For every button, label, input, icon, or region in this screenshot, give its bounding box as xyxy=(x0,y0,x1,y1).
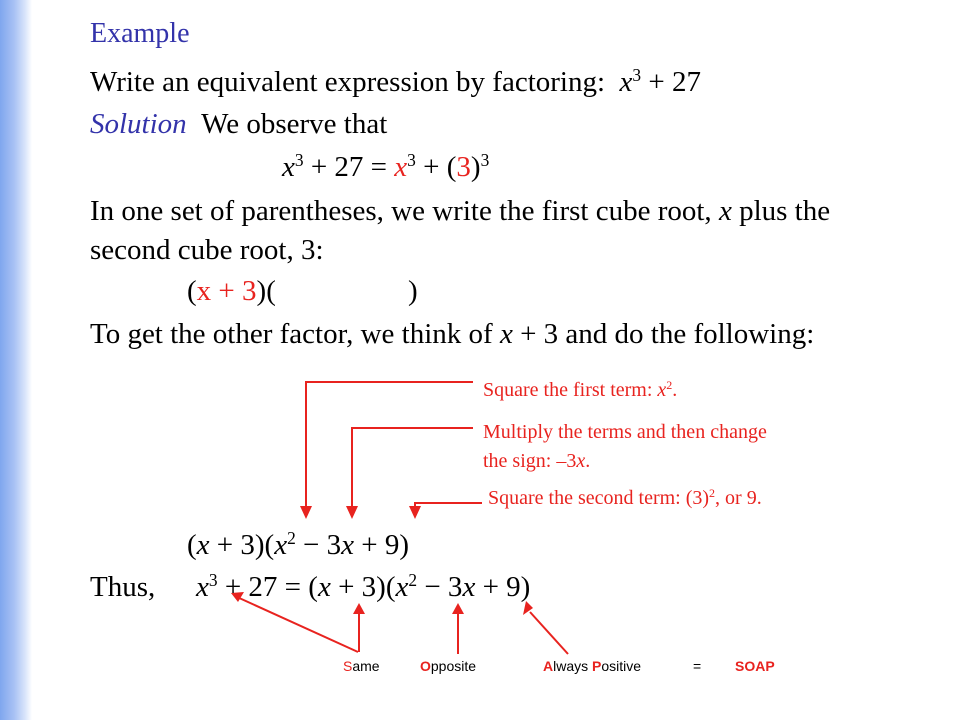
ann2-a: the sign: –3 xyxy=(483,450,577,472)
annotation-multiply-line2 xyxy=(483,451,590,471)
eq1-x-exp: 3 xyxy=(294,150,304,171)
step2-c: − 3 xyxy=(295,529,342,561)
positive-rest: ositive xyxy=(601,658,642,674)
thus-b: + 3)( xyxy=(330,571,396,603)
ann3-exp: 2 xyxy=(709,486,716,501)
arrow-multiply xyxy=(352,428,473,512)
slide-title: Example xyxy=(90,18,190,49)
step2-b: + 3)( xyxy=(209,529,275,561)
empty-factor-close: ) xyxy=(408,275,418,307)
ann2-var: x xyxy=(576,450,586,472)
step2-x3: x xyxy=(341,529,355,561)
step1-open: ( xyxy=(187,275,197,307)
ann1-var: x xyxy=(657,379,667,401)
para2-b: + 3 and do the following: xyxy=(512,318,815,350)
paragraph-cube-roots-line2: second cube root, 3: xyxy=(90,234,324,266)
eq1-close-exp: 3 xyxy=(480,150,490,171)
thus-exp2: 2 xyxy=(408,570,418,591)
eq1-close: ) xyxy=(470,151,481,183)
label-always-positive xyxy=(543,659,641,673)
ann3-tail: , or 9. xyxy=(715,487,762,509)
opposite-rest: pposite xyxy=(430,658,477,674)
step1-close: )( xyxy=(256,275,276,307)
arrow-always-positive xyxy=(530,612,568,654)
thus-x3: x xyxy=(395,571,409,603)
eq1-x-red: x xyxy=(394,151,408,183)
annotation-multiply-line1: Multiply the terms and then change xyxy=(483,421,767,443)
arrow-square-second xyxy=(415,503,482,512)
thus-label: Thus, xyxy=(90,571,156,603)
arrowhead-same-vertical xyxy=(353,603,365,614)
label-opposite xyxy=(420,659,476,673)
arrowhead-square-first xyxy=(300,506,312,519)
always-first: A xyxy=(543,658,554,674)
step1-inner: x + 3 xyxy=(196,275,257,307)
solution-text: We observe that xyxy=(201,108,388,140)
always-rest: lways xyxy=(553,658,593,674)
thus-c: − 3 xyxy=(417,571,463,603)
thus-x1: x xyxy=(196,571,209,603)
arrowhead-opposite xyxy=(452,603,464,614)
step2-exp: 2 xyxy=(287,528,296,549)
step2-x2: x xyxy=(274,529,288,561)
same-rest: ame xyxy=(352,658,380,674)
ann1-tail: . xyxy=(672,379,678,401)
ann1-text: Square the first term: xyxy=(483,379,658,401)
problem-exp: 3 xyxy=(632,65,642,86)
step2-a: ( xyxy=(187,529,197,561)
para2-var: x xyxy=(499,318,513,350)
thus-a: + 27 = ( xyxy=(217,571,318,603)
thus-d: + 9) xyxy=(475,571,531,603)
eq1-x: x xyxy=(282,151,295,183)
thus-x2: x xyxy=(317,571,331,603)
label-soap-acronym: SOAP xyxy=(735,658,775,674)
arrow-square-first xyxy=(306,382,473,512)
final-result xyxy=(196,570,531,603)
solution-label: Solution xyxy=(90,108,187,140)
para1-l1a: In one set of parentheses, we write the first cube root, xyxy=(90,195,719,227)
arrow-same xyxy=(237,597,358,652)
arrowhead-multiply xyxy=(346,506,358,519)
arrowhead-square-second xyxy=(409,506,421,519)
eq1-paren: + ( xyxy=(415,151,457,183)
same-first: S xyxy=(343,658,353,674)
problem-text: Write an equivalent expression by factoring: xyxy=(90,66,606,98)
ann2-tail: . xyxy=(585,450,591,472)
annotation-square-second xyxy=(488,488,762,508)
eq1-x-red-exp: 3 xyxy=(407,150,416,171)
ann3-text: Square the second term: (3) xyxy=(488,487,710,509)
thus-exp1: 3 xyxy=(208,570,218,591)
eq1-three-red: 3 xyxy=(456,151,471,183)
problem-rest: + 27 xyxy=(641,66,701,98)
factored-step xyxy=(187,528,410,561)
para1-var: x xyxy=(718,195,732,227)
label-same xyxy=(343,659,380,673)
problem-var: x xyxy=(619,66,633,98)
opposite-first: O xyxy=(420,658,431,674)
ann1-exp: 2 xyxy=(666,378,673,393)
step2-d: + 9) xyxy=(354,529,410,561)
label-equals: = xyxy=(693,658,702,674)
thus-x4: x xyxy=(462,571,476,603)
annotation-square-first xyxy=(483,380,677,400)
positive-first: P xyxy=(592,658,602,674)
para2-a: To get the other factor, we think of xyxy=(90,318,500,350)
para1-l1b: plus the xyxy=(731,195,831,227)
step2-x1: x xyxy=(196,529,210,561)
eq1-mid: + 27 = xyxy=(303,151,395,183)
